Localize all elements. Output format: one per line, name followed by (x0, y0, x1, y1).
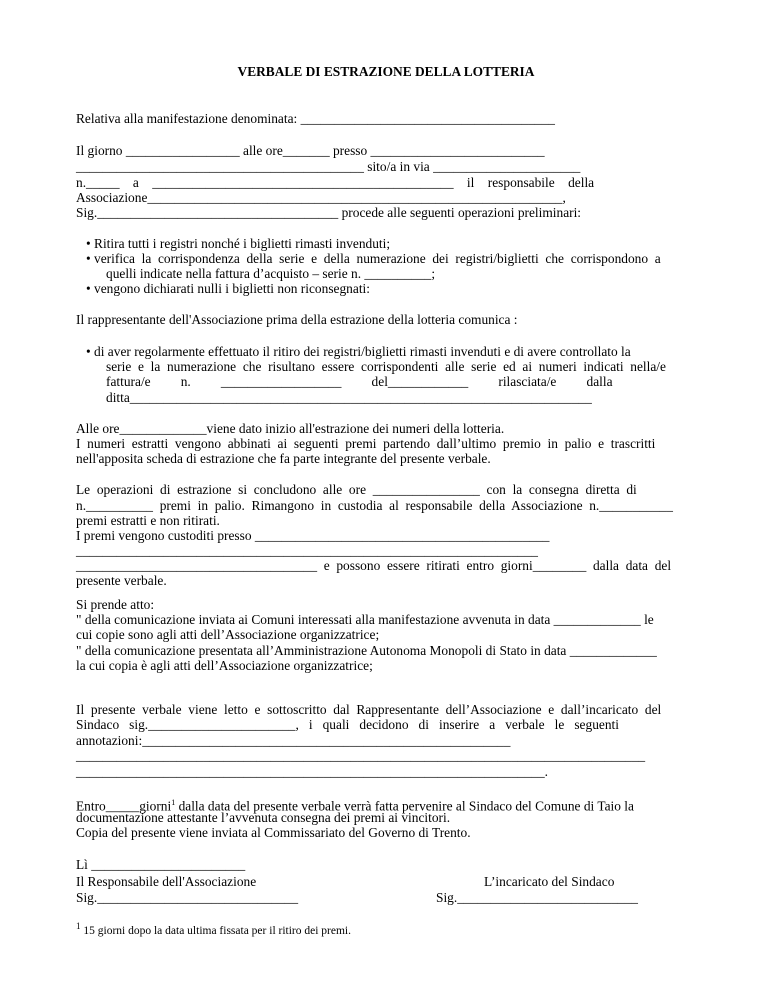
bullet-item: • vengono dichiarati nulli i biglietti non riconsegnati: (86, 281, 370, 296)
manifestation-line: Relativa alla manifestazione denominata: ______________________________________ (76, 111, 555, 126)
signature-right-line: Sig.___________________________ (436, 890, 638, 905)
paragraph-line: nell'apposita scheda di estrazione che fa parte integrante del presente verbale. (76, 451, 491, 466)
paragraph-line: " della comunicazione presentata all’Amministrazione Autonoma Monopoli di Stato in data _____________ (76, 643, 657, 658)
paragraph-line: Si prende atto: (76, 597, 155, 612)
paragraph-line: documentazione attestante l’avvenuta consegna dei premi ai vincitori. (76, 810, 451, 825)
paragraph-line: annotazioni:_______________________________________________________ (76, 733, 511, 748)
blank-line: _____________________________________________________________________________________ (76, 748, 646, 763)
bullet-continuation: quelli indicate nella fattura d’acquisto – serie n. __________; (106, 266, 436, 281)
paragraph-line: n.__________ premi in palio. Rimangono in custodia al responsabile della Associazione n.___________ (76, 498, 673, 513)
paragraph-line: cui copie sono agli atti dell’Associazione organizzatrice; (76, 627, 380, 642)
bullet-item: • Ritira tutti i registri nonché i biglietti rimasti invenduti; (86, 236, 391, 251)
footnote-ref: 1 (171, 798, 176, 807)
paragraph-line: Sindaco sig.______________________, i quali decidono di inserire a verbale le seguenti (76, 717, 619, 732)
bullet-continuation: fattura/e n. __________________ del____________ rilasciata/e dalla (106, 374, 613, 389)
document-title: VERBALE DI ESTRAZIONE DELLA LOTTERIA (237, 64, 535, 79)
blank-line: ______________________________________________________________________. (76, 764, 549, 779)
number-responsible-line: n._____ a _____________________________________________ il responsabile della (76, 175, 595, 190)
paragraph-line: premi estratti e non ritirati. (76, 513, 220, 528)
bullet-continuation: ditta_____________________________________________________________________ (106, 390, 592, 405)
paragraph-line: la cui copia è agli atti dell’Associazione organizzatrice; (76, 658, 373, 673)
signor-line: Sig.____________________________________ procede alle seguenti operazioni preliminari: (76, 205, 582, 220)
footnote-mark: 1 (76, 921, 81, 931)
paragraph-line: Alle ore_____________viene dato inizio all'estrazione dei numeri della lotteria. (76, 421, 505, 436)
paragraph-line: Entro_____giorni$^1$ dalla data del presente verbale verrà fatta pervenire al Sindaco del Comune di Taio la (76, 798, 634, 814)
association-line: Associazione______________________________________________________________, (76, 190, 566, 205)
footnote: $^1$ 15 giorni dopo la data ultima fissata per il ritiro dei premi. (76, 921, 352, 937)
paragraph-line: Copia del presente viene inviata al Commissariato del Governo di Trento. (76, 825, 471, 840)
representative-statement: Il rappresentante dell'Associazione prima della estrazione della lotteria comunica : (76, 312, 518, 327)
paragraph-line: presente verbale. (76, 573, 167, 588)
blank-line: _____________________________________________________________________ (76, 543, 538, 558)
paragraph-line: Le operazioni di estrazione si concludono alle ore ________________ con la consegna diretta di (76, 482, 637, 497)
paragraph-line: I numeri estratti vengono abbinati ai seguenti premi partendo dall’ultimo premio in palio e trascritti (76, 436, 656, 451)
paragraph-line: Il presente verbale viene letto e sottoscritto dal Rappresentante dell’Associazione e dall’incaricato del (76, 702, 662, 717)
signature-left-line: Sig.______________________________ (76, 890, 299, 905)
signature-right-title: L’incaricato del Sindaco (484, 874, 615, 889)
paragraph-line: I premi vengono custoditi presso ____________________________________________ (76, 528, 550, 543)
bullet-item: • verifica la corrispondenza della serie e della numerazione dei registri/biglietti che corrispondono a (86, 251, 661, 266)
paragraph-line: " della comunicazione inviata ai Comuni interessati alla manifestazione avvenuta in data _____________ le (76, 612, 654, 627)
bullet-continuation: serie e la numerazione che risultano essere corrispondenti alle serie ed ai numeri indicati nella/e (106, 359, 666, 374)
date-place-line: Il giorno _________________ alle ore_______ presso __________________________ (76, 143, 545, 158)
bullet-item: • di aver regolarmente effettuato il ritiro dei registri/biglietti rimasti invenduti e di avere controllato la (86, 344, 631, 359)
address-line: ___________________________________________ sito/a in via ______________________ (76, 159, 581, 174)
paragraph-line: ____________________________________ e possono essere ritirati entro giorni________ dalla data del (76, 558, 672, 573)
place-line: Lì _______________________ (76, 857, 246, 872)
signature-left-title: Il Responsabile dell'Associazione (76, 874, 257, 889)
